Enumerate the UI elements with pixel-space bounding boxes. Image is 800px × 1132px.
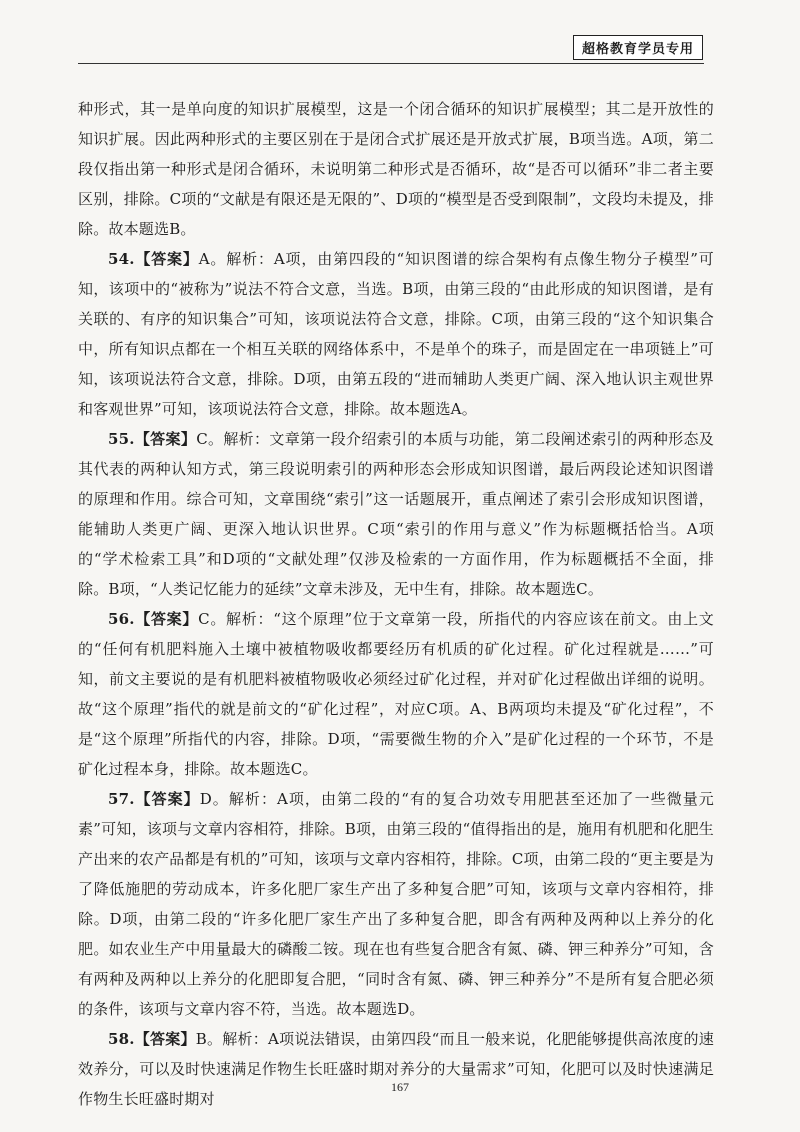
header-stamp: 超格教育学员专用 xyxy=(573,35,703,60)
paragraph-text: A。解析：A项，由第四段的“知识图谱的综合架构有点像生物分子模型”可知，该项中的“被称为”说法不符合文意，当选。B项，由第三段的“由此形成的知识图谱，是有关联的、有序的知识集合”可知，该项说法符合文意，排除。C项，由第三段的“这个知识集合中，所有知识点都在一个相互关联的网络体系中，不是单个的珠子，而是固定在一串项链上”可知，该项说法符合文意，排除。D项，由第五段的“进而辅助人类更广阔、深入地认识主观世界和客观世界”可知，该项说法符合文意，排除。故本题选A。 xyxy=(78,250,714,418)
answer-number: 56.【答案】 xyxy=(108,610,199,628)
answer-number: 57.【答案】 xyxy=(108,790,200,808)
answer-number: 55.【答案】 xyxy=(108,430,197,448)
answer-number: 58.【答案】 xyxy=(108,1030,196,1048)
answer-number: 54.【答案】 xyxy=(108,250,199,268)
paragraph-text: 种形式，其一是单向度的知识扩展模型，这是一个闭合循环的知识扩展模型；其二是开放性的知识扩展。因此两种形式的主要区别在于是闭合式扩展还是开放式扩展，B项当选。A项，第二段仅指出第一种形式是闭合循环，未说明第二种形式是否循环，故“是否可以循环”非二者主要区别，排除。C项的“文献是有限还是无限的”、D项的“模型是否受到限制”，文段均未提及，排除。故本题选B。 xyxy=(78,100,714,238)
paragraph-text: C。解析：文章第一段介绍索引的本质与功能，第二段阐述索引的两种形态及其代表的两种认知方式，第三段说明索引的两种形态会形成知识图谱，最后两段论述知识图谱的原理和作用。综合可知，文章围绕“索引”这一话题展开，重点阐述了索引会形成知识图谱，能辅助人类更广阔、更深入地认识世界。C项“索引的作用与意义”作为标题概括恰当。A项的“学术检索工具”和D项的“文献处理”仅涉及检索的一方面作用，作为标题概括不全面，排除。B项，“人类记忆能力的延续”文章未涉及，无中生有，排除。故本题选C。 xyxy=(78,430,715,598)
answer-paragraph-55 xyxy=(78,424,714,604)
answer-paragraph-54 xyxy=(78,244,714,424)
answer-paragraph-57 xyxy=(78,784,714,1024)
paragraph-continuation xyxy=(78,94,714,244)
answer-paragraph-56 xyxy=(78,604,714,784)
paragraph-text: C。解析：“这个原理”位于文章第一段，所指代的内容应该在前文。由上文的“任何有机肥料施入土壤中被植物吸收都要经历有机质的矿化过程。矿化过程就是……”可知，前文主要说的是有机肥料被植物吸收必须经过矿化过程，并对矿化过程做出详细的说明。故“这个原理”指代的就是前文的“矿化过程”，对应C项。A、B两项均未提及“矿化过程”，不是“这个原理”所指代的内容，排除。D项，“需要微生物的介入”是矿化过程的一个环节，不是矿化过程本身，排除。故本题选C。 xyxy=(78,610,715,778)
paragraph-text: D。解析：A项，由第二段的“有的复合功效专用肥甚至还加了一些微量元素”可知，该项与文章内容相符，排除。B项，由第三段的“值得指出的是，施用有机肥和化肥生产出来的农产品都是有机的”可知，该项与文章内容相符，排除。C项，由第二段的“更主要是为了降低施肥的劳动成本，许多化肥厂家生产出了多种复合肥”可知，该项与文章内容相符，排除。D项，由第二段的“许多化肥厂家生产出了多种复合肥，即含有两种及两种以上养分的化肥。如农业生产中用量最大的磷酸二铵。现在也有些复合肥含有氮、磷、钾三种养分”可知，含有两种及两种以上养分的化肥即复合肥，“同时含有氮、磷、钾三种养分”不是所有复合肥必须的条件，该项与文章内容不符，当选。故本题选D。 xyxy=(78,790,714,1018)
paragraph-text: B。解析：A项说法错误，由第四段“而且一般来说，化肥能够提供高浓度的速效养分，可以及时快速满足作物生长旺盛时期对养分的大量需求”可知，化肥可以及时快速满足作物生长旺盛时期对 xyxy=(78,1030,714,1108)
header-rule xyxy=(78,63,704,64)
answer-paragraph-58 xyxy=(78,1024,714,1114)
page-number: 167 xyxy=(391,1080,409,1094)
body-text xyxy=(78,94,714,1114)
